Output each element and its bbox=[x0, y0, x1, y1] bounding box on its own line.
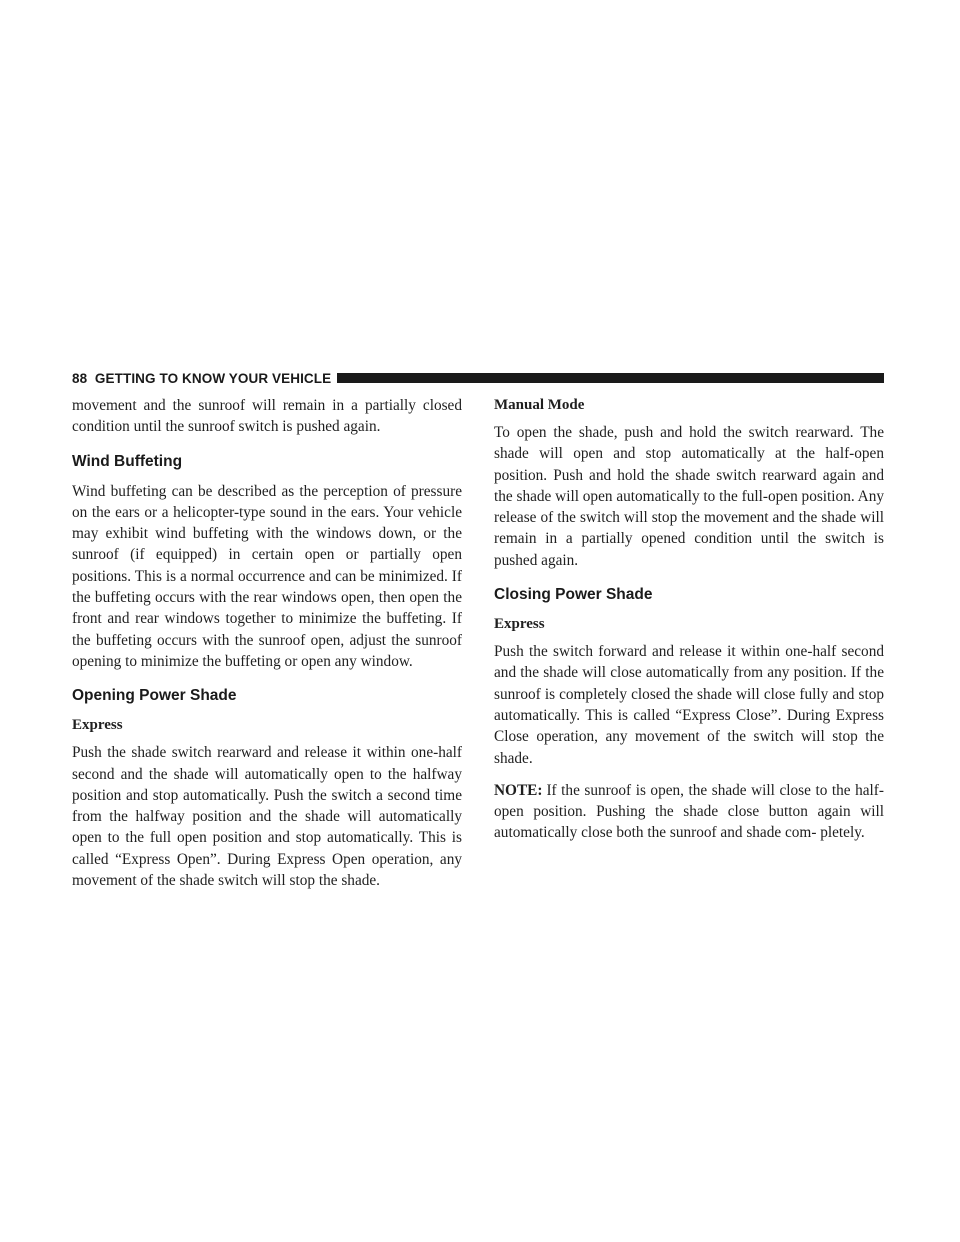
wind-buffeting-body: Wind buffeting can be described as the perception of pressure on the ears or a helicopter-type sound in the ears. Your vehicle may exhibit wind buffeting with the windows down, or the sunroof (if equipped) in certain open or partially open positions. This is a normal occurrence and can be minimized. If the buffeting occurs with the rear windows open, then open the front and rear windows together to minimize the buffeting. If the buffeting occurs with the sunroof open, adjust the sunroof opening to minimize the buffeting or open any window. bbox=[72, 482, 462, 670]
note-label: NOTE: bbox=[494, 781, 543, 799]
manual-mode-heading: Manual Mode bbox=[494, 397, 585, 413]
section-title: GETTING TO KNOW YOUR VEHICLE bbox=[94, 370, 332, 386]
header-spacer bbox=[87, 371, 95, 386]
intro-paragraph: movement and the sunroof will remain in a partially closed condition until the sunroof switch is pushed again. bbox=[72, 397, 462, 436]
opening-express-body: Push the shade switch rearward and release it within one-half second and the shade will automatically open to the halfway position and stop automatically. Push the switch a second time from the halfway position and the shade will automatically open to the full open position and stop automatically. This is called “Express Open”. During Express Open operation, any movement of the shade switch will stop the shade. bbox=[72, 744, 462, 890]
header-rule bbox=[337, 373, 884, 383]
left-column bbox=[72, 395, 462, 902]
opening-express-heading: Express bbox=[72, 717, 123, 734]
closing-express-heading: Express bbox=[494, 616, 545, 633]
closing-power-shade-heading: Closing Power Shade bbox=[494, 586, 653, 604]
note-paragraph bbox=[494, 780, 884, 844]
closing-express-body: Push the switch forward and release it within one-half second and the shade will close automatically from any position. If the sunroof is completely closed the shade will close fully and stop automatically. This is called “Express Close”. During Express Close operation, any movement of the switch will stop the shade. bbox=[494, 643, 884, 767]
wind-buffeting-heading: Wind Buffeting bbox=[72, 452, 183, 470]
note-body: If the sunroof is open, the shade will close to the half-open position. Pushing the shade close button again will automatically close both the sunroof and shade com- pletely. bbox=[494, 781, 884, 842]
right-column bbox=[494, 395, 884, 855]
page-header bbox=[72, 369, 884, 387]
page-number: 88 bbox=[72, 370, 88, 386]
opening-power-shade-heading: Opening Power Shade bbox=[72, 687, 237, 705]
manual-mode-body: To open the shade, push and hold the switch rearward. The shade will open and stop automatically at the half-open position. Push and hold the shade switch rearward again and the shade will open automatically to the full-open position. Any release of the switch will stop the movement and the shade will remain in a partially opened condition until the switch is pushed again. bbox=[494, 424, 884, 569]
